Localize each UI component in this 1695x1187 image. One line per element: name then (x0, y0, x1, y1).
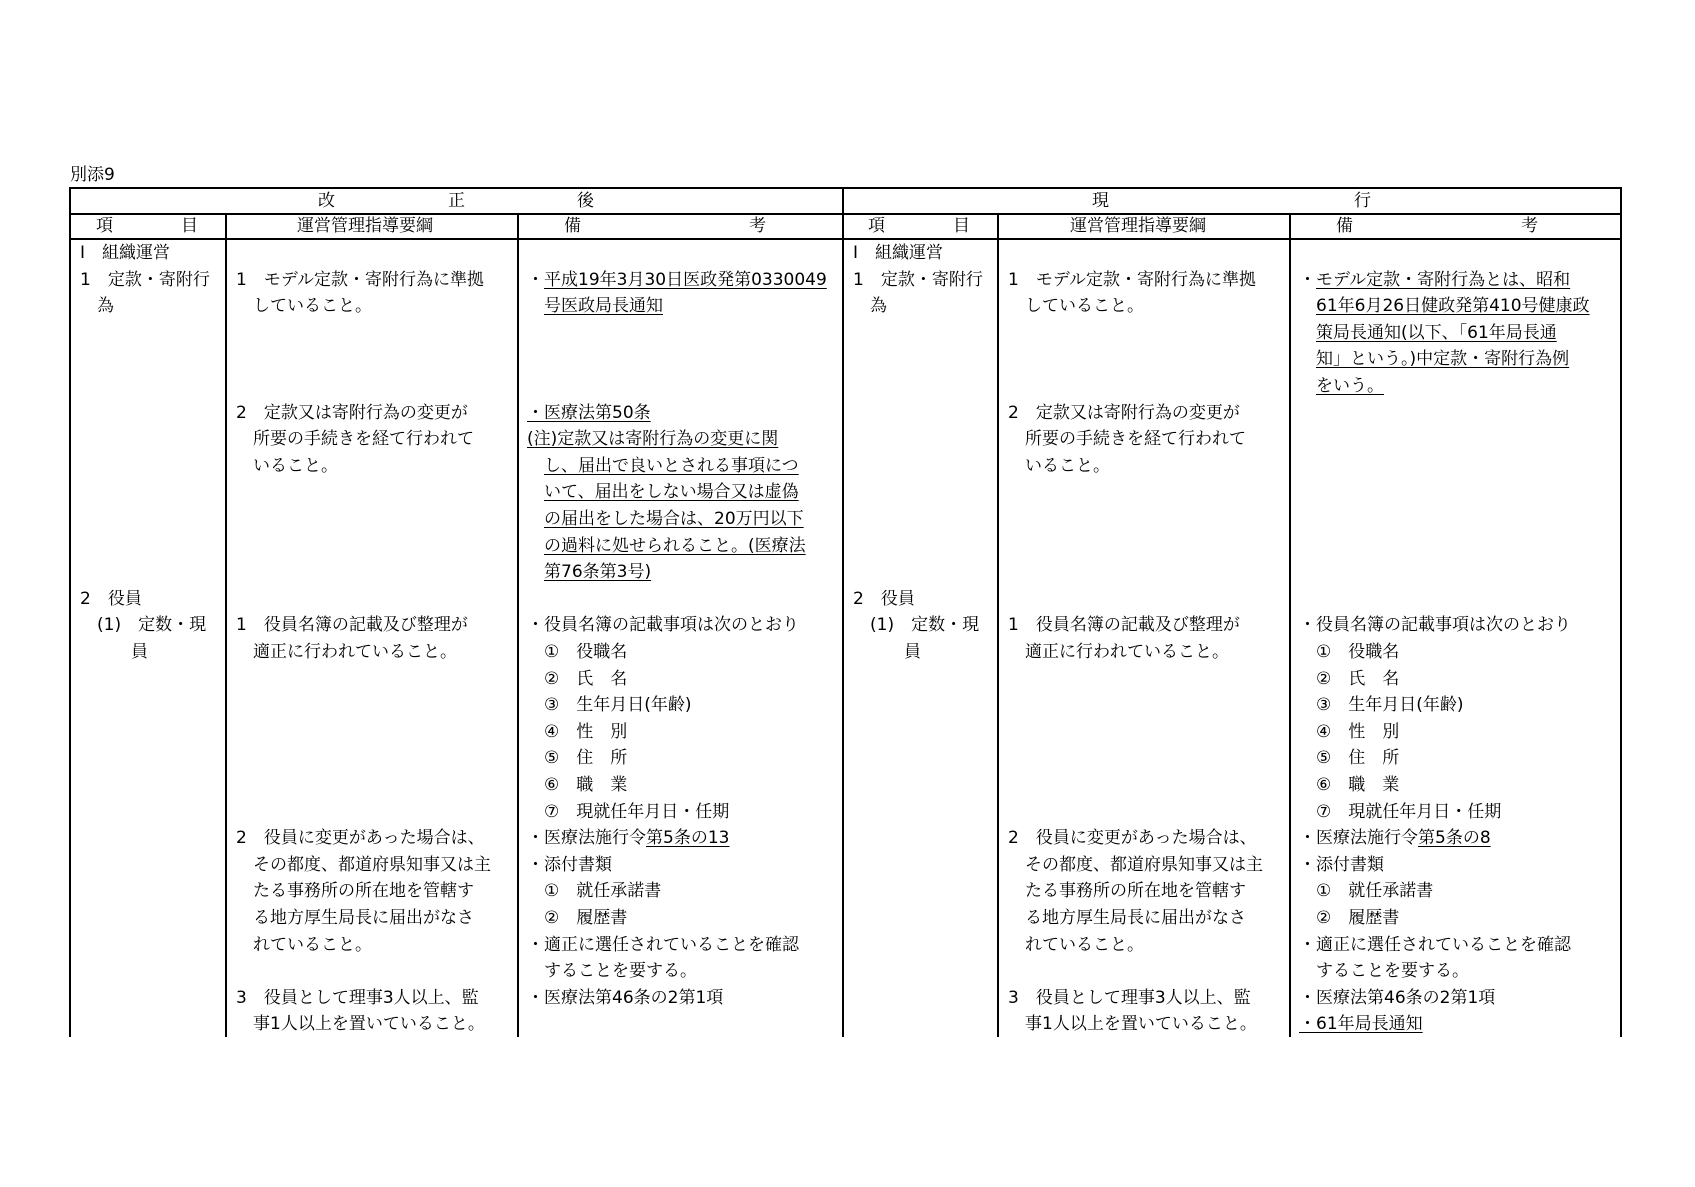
text: 1 モデル定款・寄附行為に準拠 (236, 269, 484, 290)
text-line (527, 799, 729, 826)
text (527, 456, 544, 476)
text-line (1299, 825, 1491, 852)
text: ・医療法第46条の2第1項 (527, 987, 724, 1008)
text (527, 482, 544, 502)
underlined-text: モデル定款・寄附行為とは、昭和 (1316, 269, 1571, 290)
text: ・ (527, 269, 544, 290)
text: ② 氏 名 (1299, 668, 1400, 689)
text: ・添付書類 (1299, 854, 1384, 875)
text: ① 役職名 (527, 641, 628, 662)
text-line (853, 293, 887, 320)
text: 1 役員名簿の記載及び整理が (1008, 615, 1240, 636)
header-remarks: 考 (749, 216, 766, 236)
text: することを要する。 (1299, 961, 1469, 982)
underlined-text: 知」という。)中定款・寄附行為例 (1316, 349, 1570, 370)
text: ④ 性 別 (1299, 721, 1400, 742)
text-line (236, 985, 479, 1012)
text-line (1299, 772, 1399, 799)
text-line (527, 958, 697, 985)
text-line (527, 692, 692, 719)
text-line (527, 506, 804, 533)
text-line (527, 905, 627, 932)
text-line (236, 400, 468, 427)
column-border (1289, 213, 1291, 1037)
text: Ⅰ 組織運営 (80, 243, 171, 263)
text: 3 役員として理事3人以上、監 (1008, 987, 1251, 1008)
header-remarks: 備 (1336, 216, 1353, 236)
text: たる事務所の所在地を管轄す (236, 881, 474, 902)
text-line (527, 426, 778, 453)
text-line (80, 639, 148, 666)
text: 1 定款・寄附行 (80, 269, 210, 290)
text-line (236, 267, 484, 294)
text-line (527, 852, 612, 879)
text-line (1299, 267, 1570, 294)
text-line (1299, 320, 1557, 347)
column-border (225, 213, 227, 1037)
text-line (80, 267, 210, 294)
text-line (1008, 932, 1144, 959)
text-line (1299, 932, 1571, 959)
text: ・ (1299, 269, 1316, 290)
text: ⑥ 職 業 (1299, 774, 1400, 795)
text-line (1299, 878, 1433, 905)
text-line (1008, 825, 1257, 852)
text-line (1299, 958, 1469, 985)
header-revised: 正 (448, 191, 465, 211)
underlined-text: 策局長通知(以下、「61年局長通 (1316, 322, 1557, 343)
text-line (527, 825, 729, 852)
underlined-text: (注)定款又は寄附行為の変更に関 (527, 429, 779, 450)
text: 事1人以上を置いていること。 (1008, 1014, 1257, 1035)
text-line (1008, 400, 1240, 427)
text-line (1299, 985, 1495, 1012)
underlined-text: 平成19年3月30日医政発第0330049 (544, 269, 827, 290)
header-remarks: 備 (564, 216, 581, 236)
header-guideline: 運営管理指導要綱 (297, 216, 433, 236)
text: 適正に行われていること。 (236, 641, 457, 662)
text: 事1人以上を置いていること。 (236, 1014, 485, 1035)
header-item: 目 (953, 216, 970, 236)
text-line (236, 905, 474, 932)
text: 員 (853, 641, 921, 662)
text-line (1299, 1011, 1423, 1038)
text-line (1008, 426, 1246, 453)
text-line (1299, 905, 1399, 932)
text: ・適正に選任されていることを確認 (1299, 934, 1571, 955)
underlined-text: 61年6月26日健政発第410号健康政 (1316, 296, 1590, 317)
text-line (1299, 719, 1399, 746)
text: ① 役職名 (1299, 641, 1400, 662)
text-line (236, 612, 468, 639)
text: ・医療法施行令 (1299, 828, 1418, 849)
text-line (527, 719, 627, 746)
text: 2 役員に変更があった場合は、 (236, 828, 485, 849)
header-item: 項 (868, 216, 885, 236)
text: 2 定款又は寄附行為の変更が (236, 402, 468, 423)
text-line (527, 559, 651, 586)
text-line (1299, 666, 1399, 693)
header-revised: 改 (318, 191, 335, 211)
text-line (527, 932, 799, 959)
text: していること。 (236, 296, 372, 317)
text: ⑤ 住 所 (1299, 748, 1400, 769)
text-line (236, 639, 457, 666)
underlined-text: し、届出で良いとされる事項につ (544, 455, 799, 476)
text: ⑦ 現就任年月日・任期 (1299, 801, 1502, 822)
text (527, 562, 544, 582)
text-line (527, 878, 661, 905)
text-line (1008, 852, 1263, 879)
text: (1) 定数・現 (80, 615, 207, 636)
text: る地方厚生局長に届出がなさ (236, 907, 474, 928)
text-line (527, 639, 627, 666)
text-line (527, 985, 723, 1012)
underlined-text: の届出をした場合は、20万円以下 (544, 508, 804, 529)
text-line (1299, 799, 1501, 826)
text-line (236, 453, 338, 480)
text-line (853, 267, 983, 294)
header-remarks: 考 (1521, 216, 1538, 236)
column-border (1620, 187, 1622, 1037)
text-line (236, 426, 474, 453)
annex-label: 別添9 (70, 165, 115, 185)
text (1299, 296, 1316, 316)
text: 3 役員として理事3人以上、監 (236, 987, 479, 1008)
text: ① 就任承諾書 (1299, 881, 1434, 902)
text: ① 就任承諾書 (527, 881, 662, 902)
text: いること。 (1008, 455, 1110, 476)
text: れていること。 (1008, 934, 1144, 955)
text: ・役員名簿の記載事項は次のとおり (1299, 615, 1571, 636)
text: 1 定款・寄附行 (853, 269, 983, 290)
text: 所要の手続きを経て行われて (1008, 429, 1246, 450)
text: していること。 (1008, 296, 1144, 317)
text-line (853, 612, 979, 639)
text: その都度、都道府県知事又は主 (1008, 854, 1263, 875)
text: ② 履歴書 (1299, 907, 1400, 928)
text: 2 定款又は寄附行為の変更が (1008, 402, 1240, 423)
header-item: 項 (96, 216, 113, 236)
text-line (527, 772, 627, 799)
text: る地方厚生局長に届出がなさ (1008, 907, 1246, 928)
text: ② 氏 名 (527, 668, 628, 689)
text-line (1008, 453, 1110, 480)
underlined-text: の過料に処せられること。(医療法 (544, 535, 806, 556)
text (527, 536, 544, 556)
text-line (853, 240, 943, 267)
text-line (527, 745, 627, 772)
text: ・役員名簿の記載事項は次のとおり (527, 615, 799, 636)
text: 1 役員名簿の記載及び整理が (236, 615, 468, 636)
underlined-text: ・医療法第50条 (527, 402, 651, 423)
text-line (527, 666, 627, 693)
text-line (1008, 293, 1144, 320)
text: ⑦ 現就任年月日・任期 (527, 801, 730, 822)
text-line (1299, 346, 1569, 373)
column-border (69, 187, 71, 1037)
text: 適正に行われていること。 (1008, 641, 1229, 662)
header-item: 目 (181, 216, 198, 236)
text: ⑤ 住 所 (527, 748, 628, 769)
text (1299, 376, 1316, 396)
text-line (1008, 267, 1256, 294)
header-revised: 後 (577, 191, 594, 211)
text-line (1299, 639, 1399, 666)
underlined-text: 第5条の8 (1418, 828, 1491, 849)
text-line (236, 1011, 485, 1038)
text-line (236, 852, 491, 879)
text: ② 履歴書 (527, 907, 628, 928)
text-line (1008, 878, 1246, 905)
text: 為 (80, 296, 114, 317)
text-line (80, 293, 114, 320)
text-line (1299, 293, 1590, 320)
text-line (527, 267, 827, 294)
text-line (527, 453, 799, 480)
text: ③ 生年月日(年齢) (1299, 695, 1464, 716)
text (527, 296, 544, 316)
column-border (517, 213, 519, 1037)
text: いること。 (236, 455, 338, 476)
text: (1) 定数・現 (853, 615, 980, 636)
text: れていること。 (236, 934, 372, 955)
text-line (527, 612, 799, 639)
text: ・適正に選任されていることを確認 (527, 934, 799, 955)
text-line (1008, 612, 1240, 639)
text-line (236, 293, 372, 320)
text: ③ 生年月日(年齢) (527, 695, 692, 716)
text: ・医療法第46条の2第1項 (1299, 987, 1496, 1008)
text-line (1299, 373, 1384, 400)
header-current: 行 (1354, 191, 1371, 211)
underlined-text: ・61年局長通知 (1299, 1014, 1423, 1035)
text: たる事務所の所在地を管轄す (1008, 881, 1246, 902)
underlined-text: をいう。 (1316, 375, 1384, 396)
text: ④ 性 別 (527, 721, 628, 742)
text-line (80, 612, 206, 639)
underlined-text: 第76条第3号) (544, 562, 652, 583)
text-line (527, 479, 799, 506)
text: 為 (853, 296, 887, 317)
underlined-text: 号医政局長通知 (544, 296, 663, 317)
text: 所要の手続きを経て行われて (236, 429, 474, 450)
text-line (80, 240, 170, 267)
header-current: 現 (1092, 191, 1109, 211)
text-line (1008, 905, 1246, 932)
text-line (527, 533, 806, 560)
text: Ⅰ 組織運営 (853, 243, 944, 263)
text: 員 (80, 641, 148, 662)
text-line (853, 586, 915, 613)
text: ・医療法施行令 (527, 828, 646, 849)
text-line (853, 639, 921, 666)
text: その都度、都道府県知事又は主 (236, 854, 491, 875)
text-line (1299, 692, 1464, 719)
text: 2 役員 (853, 588, 915, 609)
text-line (527, 293, 663, 320)
text: ・添付書類 (527, 854, 612, 875)
text-line (1008, 985, 1251, 1012)
text: ⑥ 職 業 (527, 774, 628, 795)
text-line (80, 586, 142, 613)
text-line (1008, 639, 1229, 666)
text-line (236, 878, 474, 905)
column-border (842, 187, 844, 1037)
text (1299, 349, 1316, 369)
text-line (1299, 612, 1571, 639)
table-border-top (69, 187, 1622, 189)
text-line (1008, 1011, 1257, 1038)
underlined-text: 第5条の13 (646, 828, 730, 849)
header-guideline: 運営管理指導要綱 (1070, 216, 1206, 236)
column-border (997, 213, 999, 1037)
text-line (236, 825, 485, 852)
text (527, 509, 544, 529)
text (1299, 323, 1316, 343)
text: 2 役員 (80, 588, 142, 609)
text-line (1299, 745, 1399, 772)
underlined-text: いて、届出をしない場合又は虚偽 (544, 482, 799, 503)
text: 1 モデル定款・寄附行為に準拠 (1008, 269, 1256, 290)
text-line (1299, 852, 1384, 879)
text-line (236, 932, 372, 959)
text: することを要する。 (527, 961, 697, 982)
text-line (527, 400, 651, 427)
text: 2 役員に変更があった場合は、 (1008, 828, 1257, 849)
